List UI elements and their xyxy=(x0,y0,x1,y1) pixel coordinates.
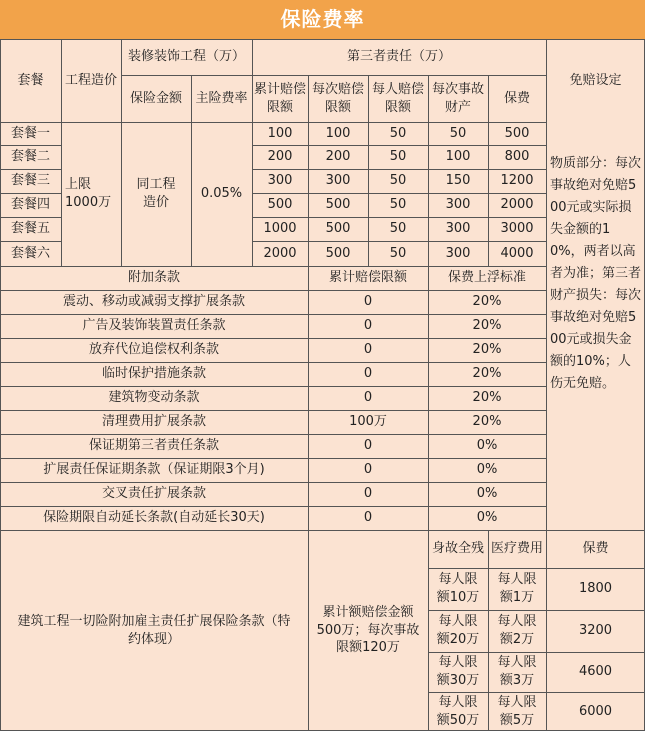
employer-death-limit: 每人限额20万 xyxy=(436,614,480,647)
clauses-header-name: 附加条款 xyxy=(127,270,180,286)
header-deductible: 免赔设定 xyxy=(569,72,622,88)
header-main-rate: 主险费率 xyxy=(195,90,248,106)
per-accident-cell: 500 xyxy=(325,245,351,261)
premium-cell: 1200 xyxy=(500,173,534,189)
header-decoration: 装修装饰工程（万） xyxy=(127,49,245,65)
cumulative-cell: 200 xyxy=(267,149,293,165)
header-premium: 保费 xyxy=(503,90,530,106)
property-cell: 50 xyxy=(449,125,467,141)
cumulative-cell: 2000 xyxy=(263,245,297,261)
clause-limit: 0 xyxy=(363,462,373,478)
premium-cell: 800 xyxy=(504,149,530,165)
property-cell: 300 xyxy=(445,197,471,213)
header-per-person-limit: 每人赔偿限额 xyxy=(371,81,424,115)
employer-death-limit: 每人限额30万 xyxy=(436,655,480,688)
employer-death-limit: 每人限额10万 xyxy=(436,572,480,605)
clause-float: 0% xyxy=(476,486,498,502)
deductible-note: 物质部分：每次事故绝对免赔500元或实际损失金额的10%，两者以高者为准；第三者财产损失：每次事故绝对免赔500元或损失金额的10%；人伤无免赔。 xyxy=(550,156,642,391)
package-name: 套餐二 xyxy=(10,149,50,165)
employer-medical-limit: 每人限额2万 xyxy=(497,614,537,647)
per-accident-cell: 500 xyxy=(325,221,351,237)
clause-limit: 100万 xyxy=(349,414,387,430)
per-person-cell: 50 xyxy=(389,149,407,165)
clause-float: 20% xyxy=(472,390,502,406)
clauses-header-limit: 累计赔偿限额 xyxy=(328,270,407,286)
employer-premium: 6000 xyxy=(578,703,613,719)
clause-name: 临时保护措施条款 xyxy=(101,366,206,382)
property-cell: 300 xyxy=(445,221,471,237)
employer-clause-name: 建筑工程一切险附加雇主责任扩展保险条款（特约体现） xyxy=(17,613,291,647)
employer-medical-limit: 每人限额1万 xyxy=(497,572,537,605)
clause-float: 0% xyxy=(476,462,498,478)
clause-name: 放弃代位追偿权利条款 xyxy=(88,342,219,358)
package-name: 套餐六 xyxy=(10,245,50,261)
property-cell: 300 xyxy=(445,245,471,261)
clause-name: 扩展责任保证期条款（保证期限3个月) xyxy=(43,462,265,478)
package-name: 套餐三 xyxy=(10,173,50,189)
clause-limit: 0 xyxy=(363,438,373,454)
header-cumulative-limit: 累计赔偿限额 xyxy=(254,81,307,115)
per-accident-cell: 500 xyxy=(325,197,351,213)
premium-cell: 500 xyxy=(504,125,530,141)
package-name: 套餐五 xyxy=(10,221,50,237)
clauses-header-float: 保费上浮标准 xyxy=(447,270,526,286)
per-person-cell: 50 xyxy=(389,173,407,189)
cumulative-cell: 300 xyxy=(267,173,293,189)
per-person-cell: 50 xyxy=(389,125,407,141)
clause-float: 0% xyxy=(476,438,498,454)
header-per-accident-property: 每次事故财产 xyxy=(431,81,484,115)
header-package: 套餐 xyxy=(17,72,44,88)
employer-medical-header: 医疗费用 xyxy=(490,541,543,557)
per-accident-cell: 100 xyxy=(325,125,351,141)
clause-float: 20% xyxy=(472,318,502,334)
clause-name: 清理费用扩展条款 xyxy=(101,414,206,430)
clause-name: 广告及装饰装置责任条款 xyxy=(82,318,226,334)
per-person-cell: 50 xyxy=(389,197,407,213)
clause-limit: 0 xyxy=(363,390,373,406)
header-insured-amount: 保险金额 xyxy=(129,90,182,106)
header-third-party: 第三者责任（万） xyxy=(346,49,451,65)
clause-name: 保证期第三者责任条款 xyxy=(88,438,219,454)
project-cost-value: 上限1000万 xyxy=(65,177,112,210)
employer-premium: 1800 xyxy=(578,581,613,597)
clause-limit: 0 xyxy=(363,366,373,382)
clause-limit: 0 xyxy=(363,486,373,502)
clause-limit: 0 xyxy=(363,318,373,334)
employer-death-limit: 每人限额50万 xyxy=(436,694,480,728)
clause-name: 保险期限自动延长条款(自动延长30天) xyxy=(43,510,265,526)
clause-float: 20% xyxy=(472,414,502,430)
property-cell: 150 xyxy=(445,173,471,189)
employer-premium-header: 保费 xyxy=(582,541,609,557)
employer-limit-text: 累计额赔偿金额500万；每次事故限额120万 xyxy=(316,605,420,656)
employer-medical-limit: 每人限额3万 xyxy=(497,655,537,688)
cumulative-cell: 1000 xyxy=(263,221,297,237)
clause-limit: 0 xyxy=(363,510,373,526)
cumulative-cell: 500 xyxy=(267,197,293,213)
clause-float: 20% xyxy=(472,366,502,382)
cumulative-cell: 100 xyxy=(267,125,293,141)
package-name: 套餐四 xyxy=(10,197,50,213)
per-accident-cell: 300 xyxy=(325,173,351,189)
header-per-accident-limit: 每次赔偿限额 xyxy=(311,81,364,115)
header-project-cost: 工程造价 xyxy=(64,72,117,88)
employer-death-header: 身故全残 xyxy=(431,541,484,557)
premium-cell: 3000 xyxy=(500,221,534,237)
per-accident-cell: 200 xyxy=(325,149,351,165)
clause-float: 20% xyxy=(472,342,502,358)
clause-limit: 0 xyxy=(363,342,373,358)
employer-medical-limit: 每人限额5万 xyxy=(497,694,537,728)
main-rate-value: 0.05% xyxy=(200,186,243,202)
per-person-cell: 50 xyxy=(389,221,407,237)
per-person-cell: 50 xyxy=(389,245,407,261)
premium-cell: 2000 xyxy=(500,197,534,213)
property-cell: 100 xyxy=(445,149,471,165)
page-title: 保险费率 xyxy=(280,7,365,31)
employer-premium: 4600 xyxy=(578,664,613,680)
clause-name: 交叉责任扩展条款 xyxy=(101,486,206,502)
clause-name: 震动、移动或减弱支撑扩展条款 xyxy=(62,294,245,310)
premium-cell: 4000 xyxy=(500,245,534,261)
clause-name: 建筑物变动条款 xyxy=(108,390,200,406)
clause-limit: 0 xyxy=(363,294,373,310)
employer-premium: 3200 xyxy=(578,623,613,639)
insured-amount-value: 同工程造价 xyxy=(136,177,176,210)
package-name: 套餐一 xyxy=(10,125,50,141)
clause-float: 20% xyxy=(472,294,502,310)
clause-float: 0% xyxy=(476,510,498,526)
